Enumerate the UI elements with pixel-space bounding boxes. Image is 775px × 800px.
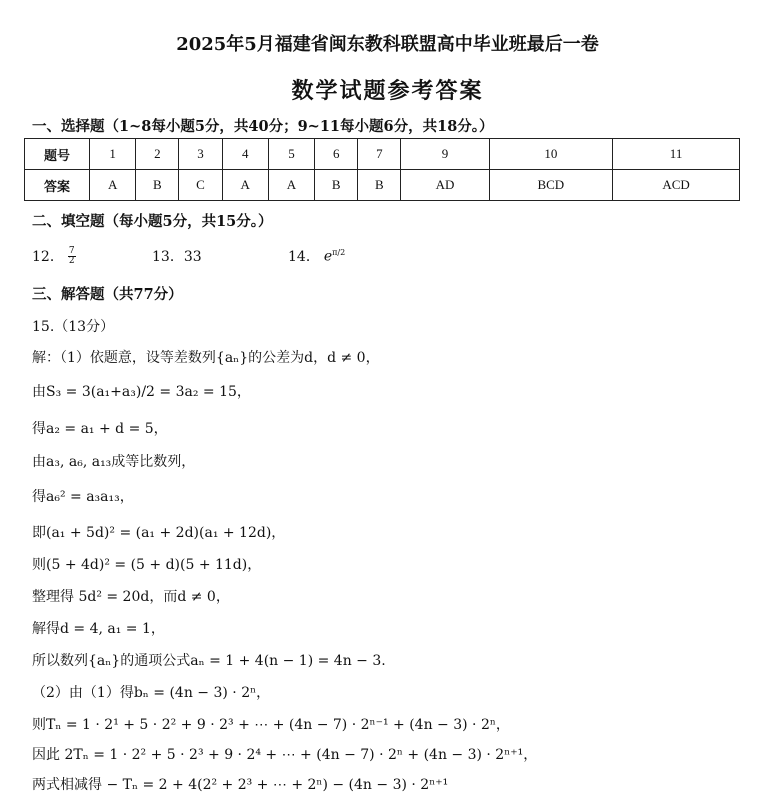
solution-line: 两式相减得 − Tₙ = 2 + 4(2² + 2³ + ⋯ + 2ⁿ) − (4n − 3) · 2ⁿ⁺¹ [32,777,449,793]
solution-line: 整理得 5d² = 20d，而d ≠ 0， [32,589,230,605]
answer-cell: A [268,170,314,201]
answer-table [24,138,740,201]
q12-numerator: 7 [68,245,75,256]
solution-line: 则(5 + 4d)² = (5 + d)(5 + 11d)， [32,557,262,573]
question-number: 4 [222,139,268,170]
q14-expression [324,248,345,265]
question-number: 1 [90,139,136,170]
question-number: 3 [179,139,222,170]
section-heading-choice: 一、选择题（1~8每小题5分，共40分；9~11每小题6分，共18分。） [32,118,494,135]
question-number: 9 [401,139,489,170]
fill-answers [32,246,732,268]
q12-fraction [68,247,76,266]
solution-line: 解得d = 4, a₁ = 1， [32,621,165,637]
answer-cell: ACD [613,170,740,201]
question-number: 5 [268,139,314,170]
solution-line: 解：（1）依题意，设等差数列{aₙ}的公差为d，d ≠ 0， [32,350,380,366]
row-label-answers: 答案 [25,170,90,201]
question-number: 11 [613,139,740,170]
solution-line: 15.（13分） [32,319,115,335]
answer-cell: B [315,170,358,201]
q12-denominator: 2 [68,255,75,266]
q12-label: 12． [32,249,64,265]
fill-answer-14 [288,246,345,266]
answer-cell: B [358,170,401,201]
solution-line: 所以数列{aₙ}的通项公式aₙ = 1 + 4(n − 1) = 4n − 3. [32,653,386,669]
section-heading-fill: 二、填空题（每小题5分，共15分。） [32,213,273,230]
solution-line: 则Tₙ = 1 · 2¹ + 5 · 2² + 9 · 2³ + ⋯ + (4n − 7) · 2ⁿ⁻¹ + (4n − 3) · 2ⁿ， [32,717,510,733]
solution-line: 即(a₁ + 5d)² = (a₁ + 2d)(a₁ + 12d)， [32,525,286,541]
answer-cell: A [222,170,268,201]
page-subtitle: 数学试题参考答案 [291,78,484,104]
question-number: 10 [489,139,613,170]
q14-label: 14． [288,249,320,265]
answer-cell: B [136,170,179,201]
solution-line: 由S₃ = 3(a₁+a₃)/2 = 3a₂ = 15， [32,384,251,400]
page-title: 2025年5月福建省闽东教科联盟高中毕业班最后一卷 [176,34,599,55]
solution-line: 得a₂ = a₁ + d = 5， [32,421,168,437]
section-heading-solve: 三、解答题（共77分） [32,286,183,303]
question-number: 7 [358,139,401,170]
question-number: 6 [315,139,358,170]
q14-base: e [323,248,333,265]
answer-cell: AD [401,170,489,201]
solution-line: 由a₃, a₆, a₁₃成等比数列， [32,454,196,470]
table-row-answers [25,170,740,201]
answer-cell: BCD [489,170,613,201]
solution-line: 得a₆² = a₃a₁₃， [32,489,134,505]
solution-line: （2）由（1）得bₙ = (4n − 3) · 2ⁿ， [32,685,271,701]
table-row-questions [25,139,740,170]
question-number: 2 [136,139,179,170]
answer-cell: A [90,170,136,201]
solution-line: 因此 2Tₙ = 1 · 2² + 5 · 2³ + 9 · 2⁴ + ⋯ + (4n − 7) · 2ⁿ + (4n − 3) · 2ⁿ⁺¹， [32,747,538,763]
fill-answer-13: 13．33 [152,249,202,265]
fill-answer-12 [32,246,76,266]
row-label-questions: 题号 [25,139,90,170]
q14-exponent: π/2 [332,247,346,257]
answer-cell: C [179,170,222,201]
